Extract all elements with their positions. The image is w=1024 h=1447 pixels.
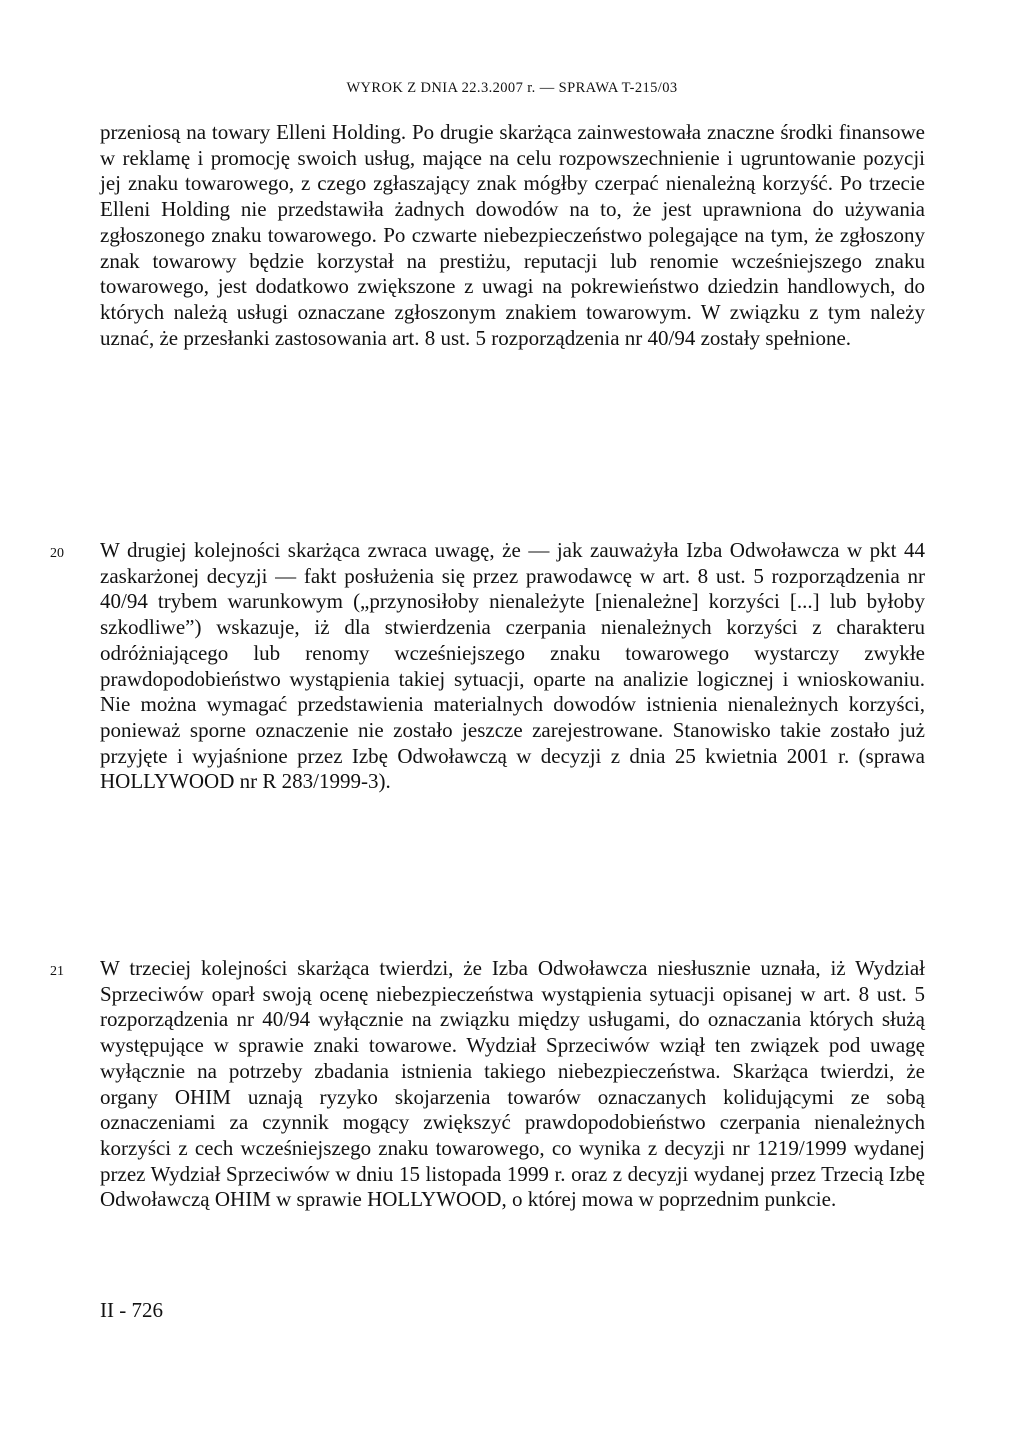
running-header: WYROK Z DNIA 22.3.2007 r. — SPRAWA T-215/03 xyxy=(346,80,678,96)
paragraph-20: W drugiej kolejności skarżąca zwraca uwagę, że — jak zauważyła Izba Odwoławcza w pkt 44 zaskarżonej decyzji — fakt posłużenia się przez prawodawcę w art. 8 ust. 5 rozporządzenia nr 40/94 trybem warunkowym („przynosiłoby nienależyte [nienależne] korzyści [...] lub byłoby szkodliwe”) wskazuje, iż dla stwierdzenia czerpania nienależnych korzyści z charakteru odróżniającego lub renomy wcześniejszego znaku towarowego wystarczy zwykłe prawdopodobieństwo wystąpienia takiej sytuacji, oparte na analizie logicznej i wnioskowaniu. Nie można wymagać przedstawienia materialnych dowodów istnienia nienależnych korzyści, ponieważ sporne oznaczenie nie zostało jeszcze zarejestrowane. Stanowisko takie zostało już przyjęte i wyjaśnione przez Izbę Odwoławczą w decyzji z dnia 25 kwietnia 2001 r. (sprawa HOLLYWOOD nr R 283/1999-3). xyxy=(100,538,925,794)
paragraph-continuation: przeniosą na towary Elleni Holding. Po drugie skarżąca zainwestowała znaczne środki finansowe w reklamę i promocję swoich usług, mające na celu rozpowszechnienie i ugruntowanie pozycji jej znaku towarowego, z czego zgłaszający znak mógłby czerpać nienależną korzyść. Po trzecie Elleni Holding nie przedstawiła żadnych dowodów na to, że jest uprawniona do używania zgłoszonego znaku towarowego. Po czwarte niebezpieczeństwo polegające na tym, że zgłoszony znak towarowy będzie korzystał na prestiżu, reputacji lub renomie wcześniejszego znaku towarowego, jest dodatkowo zwiększone z uwagi na pokrewieństwo dziedzin handlowych, do których należą usługi oznaczane zgłoszonym znakiem towarowym. W związku z tym należy uznać, że przesłanki zastosowania art. 8 ust. 5 rozporządzenia nr 40/94 zostały spełnione. xyxy=(100,120,925,350)
paragraph-number-21: 21 xyxy=(50,964,64,979)
page-number: II - 726 xyxy=(100,1298,163,1322)
paragraph-number-20: 20 xyxy=(50,546,64,561)
paragraph-21: W trzeciej kolejności skarżąca twierdzi, że Izba Odwoławcza niesłusznie uznała, iż Wydział Sprzeciwów oparł swoją ocenę niebezpieczeństwa wystąpienia sytuacji opisanej w art. 8 ust. 5 rozporządzenia nr 40/94 wyłącznie na związku między usługami, do oznaczania których służą występujące w sprawie znaki towarowe. Wydział Sprzeciwów wziął ten związek pod uwagę wyłącznie na potrzeby zbadania istnienia takiego niebezpieczeństwa. Skarżąca twierdzi, że organy OHIM uznają ryzyko skojarzenia towarów oznaczanych kolidującymi ze sobą oznaczeniami za czynnik mogący zwiększyć prawdopodobieństwo czerpania nienależnych korzyści z cech wcześniejszego znaku towarowego, co wynika z decyzji nr 1219/1999 wydanej przez Wydział Sprzeciwów w dniu 15 listopada 1999 r. oraz z decyzji wydanej przez Trzecią Izbę Odwoławczą OHIM w sprawie HOLLYWOOD, o której mowa w poprzednim punkcie. xyxy=(100,956,925,1212)
